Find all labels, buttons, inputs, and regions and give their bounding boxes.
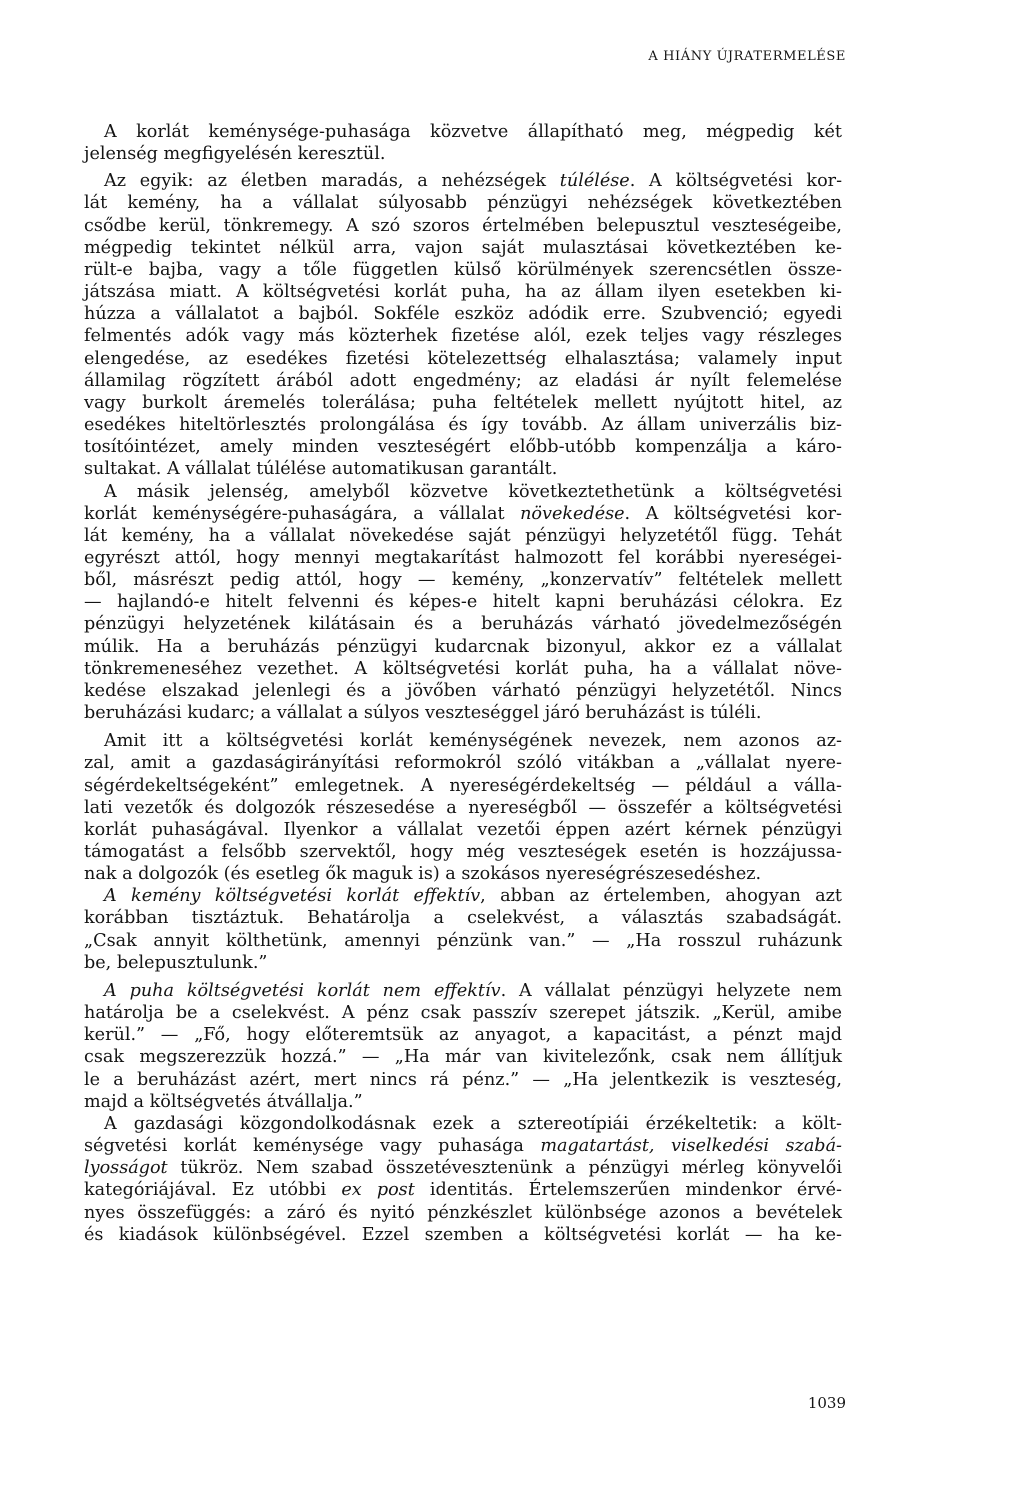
text-line: támogatást a felsőbb szervektől, hogy még veszteségek esetén is hozzájussa- (84, 842, 842, 862)
text-line: csődbe kerül, tönkremegy. A szó szoros értelmében belepusztul veszteségeibe, (84, 215, 842, 236)
text-line: lyosságot tükröz. Nem szabad összetévesztenünk a pénzügyi mérleg könyvelői (84, 1158, 842, 1179)
text-line: A kemény költségvetési korlát effektív, abban az értelemben, ahogyan azt (104, 886, 843, 907)
text-line: Az egyik: az életben maradás, a nehézségek túlélése. A költségvetési kor- (104, 171, 843, 192)
text-line: A gazdasági közgondolkodásnak ezek a sztereotípiái érzékeltetik: a költ- (104, 1113, 842, 1134)
text-line: és kiadások különbségével. Ezzel szemben a költségvetési korlát — ha ke- (84, 1224, 842, 1245)
emphasis: növekedése (520, 503, 625, 524)
text-line: sultakat. A vállalat túlélése automatikusan garantált. (84, 459, 558, 480)
text-line: ségérdekeltségeként” emlegetnek. A nyereségérdekeltség — például a válla- (84, 775, 842, 796)
text-line: kedése elszakad jelenlegi és a jövőben várható pénzügyi helyzetétől. Nincs (84, 680, 842, 701)
text-line: korábban tisztáztuk. Behatárolja a cselekvést, a választás szabadságát. (84, 908, 842, 929)
text-line: lát kemény, ha a vállalat súlyosabb pénzügyi nehézségek következtében (84, 193, 842, 214)
text-line: lát kemény, ha a vállalat növekedése saját pénzügyi helyzetétől függ. Tehát (84, 525, 842, 546)
text-line: egyrészt attól, hogy mennyi megtakarítást halmozott fel korábbi nyereségei- (84, 547, 842, 568)
text-line: korlát keménységére-puhaságára, a vállalat növekedése. A költségvetési kor- (84, 503, 842, 524)
text-line: esedékes hiteltörlesztés prolongálása és így tovább. Az állam univerzális biz- (84, 415, 842, 436)
text-line: lati vezetők és dolgozók részesedése a nyereségből — összefér a költségvetési (84, 797, 842, 818)
text-line: A korlát keménysége-puhasága közvetve állapítható meg, mégpedig két (104, 122, 842, 142)
emphasis: lyosságot (84, 1158, 168, 1179)
paragraph-3 (84, 481, 842, 725)
text-line: húzza a vállalatot a bajból. Sokféle eszköz adódik erre. Szubvenció; egyedi (84, 304, 842, 325)
paragraph-6 (84, 980, 842, 1113)
text-line: ből, másrészt pedig attól, hogy — kemény, „konzervatív” feltételek mellett (84, 570, 842, 591)
paragraph-1 (84, 121, 842, 165)
emphasis: A puha költségvetési korlát nem effektív (104, 980, 501, 1001)
text-line: — hajlandó-e hitelt felvenni és képes-e hitelt kapni beruházási célokra. Ez (84, 592, 842, 613)
text-line: államilag rögzített árából adott engedmény; az eladási ár nyílt felemelése (84, 370, 842, 391)
text-line: elengedése, az esedékes fizetési kötelezettség elhalasztása; valamely input (84, 348, 842, 369)
emphasis: A kemény költségvetési korlát effektív (104, 886, 481, 907)
text-line: jelenség megfigyelésén keresztül. (84, 144, 386, 165)
text-line: felmentés adók vagy más közterhek fizetése alól, ezek teljes vagy részleges (84, 326, 842, 347)
text-line: A puha költségvetési korlát nem effektív. A vállalat pénzügyi helyzete nem (104, 980, 843, 1001)
text-line: „Csak annyit költhetünk, amennyi pénzünk van.” — „Ha rosszul ruházunk (84, 930, 842, 951)
text-line: pénzügyi helyzetének kilátásain és a beruházás várható jövedelmezőségén (84, 614, 842, 635)
text-line: vagy burkolt áremelés tolerálása; puha feltételek mellett nyújtott hitel, az (84, 392, 842, 413)
emphasis: magatartást, viselkedési szabá- (540, 1136, 843, 1157)
text-line: A másik jelenség, amelyből közvetve következtethetünk a költségvetési (104, 481, 842, 502)
paragraph-2 (84, 170, 842, 480)
text-line: kerül.” — „Fő, hogy előteremtsük az anyagot, a kapacitást, a pénzt majd (84, 1025, 842, 1046)
text-line: Amit itt a költségvetési korlát keménységének nevezek, nem azonos az- (104, 731, 842, 752)
text-line: kategóriájával. Ez utóbbi ex post identitás. Értelemszerűen mindenkor érvé- (84, 1180, 842, 1201)
text-line: nak a dolgozók (és esetleg ők maguk is) a szokásos nyereségrészesedéshez. (84, 864, 762, 885)
text-line: tosítóintézet, amely minden veszteségért előbb-utóbb kompenzálja a káro- (84, 437, 842, 458)
paragraph-5 (84, 885, 842, 974)
running-header: A HIÁNY ÚJRATERMELÉSE (648, 49, 846, 64)
emphasis: ex post (341, 1180, 415, 1201)
text-line: beruházási kudarc; a vállalat a súlyos veszteséggel járó beruházást is túléli. (84, 703, 762, 724)
text-line: csak megszerezzük hozzá.” — „Ha már van kivitelezőnk, csak nem állítjuk (84, 1047, 842, 1068)
text-line: mégpedig tekintet nélkül arra, vajon saját mulasztásai következtében ke- (84, 237, 842, 258)
text-line: le a beruházást azért, mert nincs rá pénz.” — „Ha jelentkezik is veszteség, (84, 1069, 842, 1090)
text-line: nyes összefüggés: a záró és nyitó pénzkészlet különbsége azonos a bevételek (84, 1202, 842, 1223)
paragraph-4 (84, 730, 842, 885)
body-text (84, 121, 842, 1246)
text-line: múlik. Ha a beruházás pénzügyi kudarcnak bizonyul, akkor ez a vállalat (84, 636, 842, 657)
text-line: majd a költségvetés átvállalja.” (84, 1091, 363, 1112)
paragraph-7 (84, 1113, 842, 1246)
text-line: határolja be a cselekvést. A pénz csak passzív szerepet játszik. „Kerül, amibe (84, 1003, 842, 1024)
emphasis: túlélése (559, 171, 630, 192)
page-number: 1039 (807, 1394, 846, 1412)
text-line: tönkremeneséhez vezethet. A költségvetési korlát puha, ha a vállalat növe- (84, 658, 842, 679)
text-line: be, belepusztulunk.” (84, 952, 268, 973)
text-line: játszása miatt. A költségvetési korlát puha, ha az állam ilyen esetekben ki- (84, 282, 842, 303)
text-line: korlát puhaságával. Ilyenkor a vállalat vezetői éppen azért kérnek pénzügyi (84, 819, 842, 840)
text-line: rült-e bajba, vagy a tőle független külső körülmények szerencsétlen össze- (84, 259, 842, 280)
text-line: ségvetési korlát keménysége vagy puhasága magatartást, viselkedési szabá- (84, 1136, 843, 1157)
text-line: zal, amit a gazdaságirányítási reformokról szóló vitákban a „vállalat nyere- (84, 753, 842, 774)
